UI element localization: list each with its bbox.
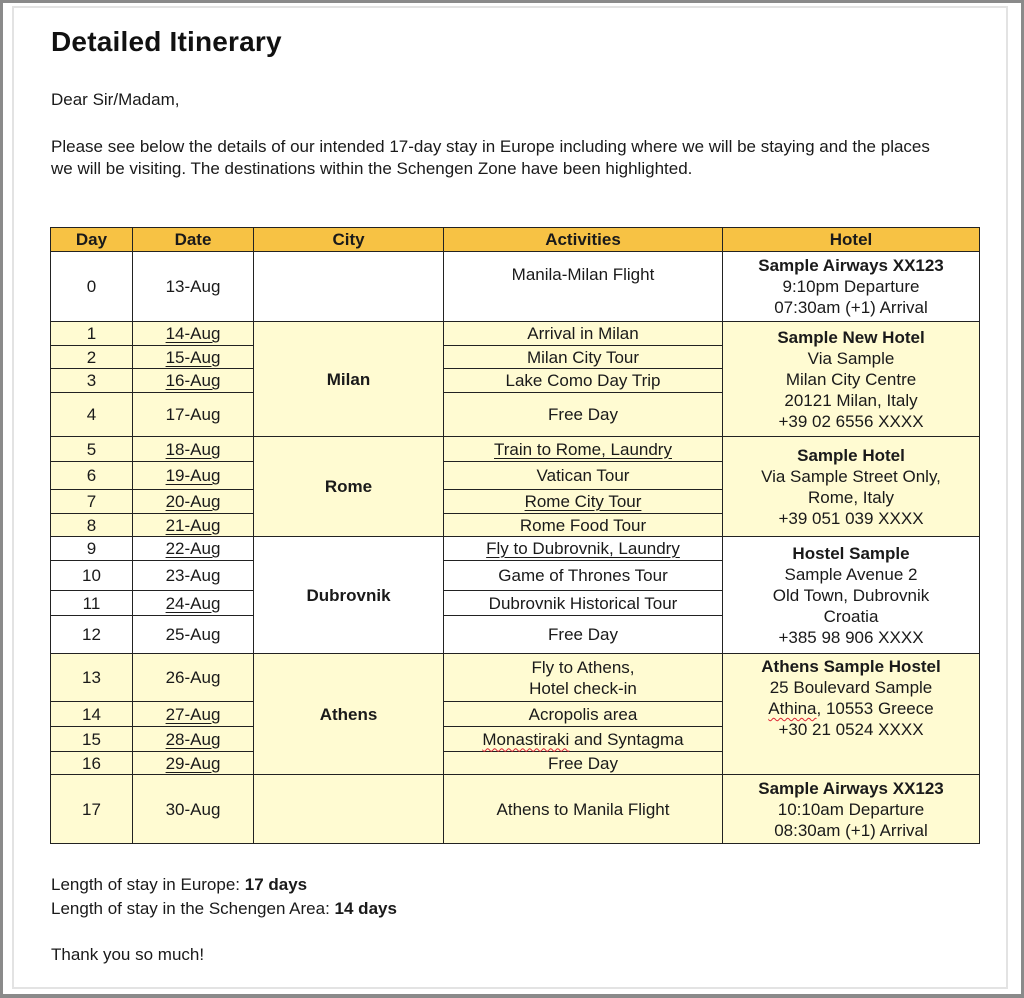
- day-cell: 14: [51, 702, 133, 727]
- day-cell: 0: [51, 252, 133, 322]
- date-cell: [133, 514, 254, 537]
- hotel-line: Via Sample Street Only,: [761, 466, 941, 486]
- hotel-line: +30 21 0524 XXXX: [778, 720, 924, 739]
- schengen-stay-value: 14 days: [334, 899, 397, 918]
- date-text: 15-Aug: [165, 347, 221, 367]
- activity-text: Fly to Dubrovnik, Laundry: [486, 539, 680, 558]
- table-row: [51, 252, 980, 322]
- table-header-row: [51, 228, 980, 252]
- table-row: [51, 322, 980, 346]
- city-cell-milan: Milan: [254, 322, 444, 437]
- date-cell: 30-Aug: [133, 775, 254, 844]
- date-text: 18-Aug: [165, 439, 221, 459]
- closing-line: Thank you so much!: [51, 945, 205, 964]
- day-cell: 4: [51, 393, 133, 437]
- day-cell: 11: [51, 591, 133, 616]
- hotel-line: 20121 Milan, Italy: [784, 390, 918, 410]
- header-activities: Activities: [444, 228, 723, 252]
- activity-cell: [444, 252, 723, 322]
- europe-stay-label: Length of stay in Europe:: [51, 875, 245, 894]
- date-cell: [133, 490, 254, 514]
- day-cell: 16: [51, 752, 133, 775]
- activity-cell: Game of Thrones Tour: [444, 561, 723, 591]
- activity-cell: Free Day: [444, 616, 723, 654]
- day-cell: 1: [51, 322, 133, 346]
- day-cell: 13: [51, 654, 133, 702]
- activity-cell: Vatican Tour: [444, 462, 723, 490]
- activity-cell: Rome Food Tour: [444, 514, 723, 537]
- activity-cell: Arrival in Milan: [444, 322, 723, 346]
- day-cell: 17: [51, 775, 133, 844]
- table-row: [51, 537, 980, 561]
- activity-cell: [444, 437, 723, 462]
- activity-cell: [444, 537, 723, 561]
- hotel-cell-dubrovnik: [723, 537, 980, 654]
- date-text: 20-Aug: [165, 492, 221, 511]
- city-cell-athens: Athens: [254, 654, 444, 775]
- hotel-cell-milan: [723, 322, 980, 437]
- hotel-name: Sample Airways XX123: [758, 778, 944, 798]
- activity-cell: [444, 490, 723, 514]
- hotel-line: Old Town, Dubrovnik: [772, 585, 930, 605]
- date-cell: [133, 702, 254, 727]
- hotel-name: Hostel Sample: [792, 543, 910, 563]
- activity-text: Manila-Milan Flight: [511, 265, 655, 284]
- hotel-line: +385 98 906 XXXX: [778, 627, 924, 647]
- day-cell: 7: [51, 490, 133, 514]
- activity-cell: Milan City Tour: [444, 346, 723, 369]
- hotel-cell-athens: [723, 654, 980, 775]
- city-cell: [254, 775, 444, 844]
- date-cell: 13-Aug: [133, 252, 254, 322]
- activity-text: Rome City Tour: [524, 492, 642, 511]
- hotel-line: Sample Avenue 2: [784, 564, 918, 584]
- activity-cell: Athens to Manila Flight: [444, 775, 723, 844]
- intro-paragraph: Please see below the details of our intended 17-day stay in Europe including where we will be staying and the places we will be visiting. The destinations within the Schengen Zone have been highlighted.: [51, 137, 930, 178]
- europe-stay-value: 17 days: [244, 875, 308, 894]
- date-cell: [133, 322, 254, 346]
- date-cell: [133, 437, 254, 462]
- schengen-stay-label: Length of stay in the Schengen Area:: [51, 899, 335, 918]
- hotel-line: 25 Boulevard Sample: [769, 678, 933, 697]
- hotel-line-rest: , 10553 Greece: [816, 699, 934, 718]
- date-cell: 17-Aug: [133, 393, 254, 437]
- activity-cell: Free Day: [444, 752, 723, 775]
- date-text: 27-Aug: [165, 704, 221, 724]
- city-cell-rome: Rome: [254, 437, 444, 537]
- table-row: [51, 654, 980, 702]
- hotel-name: Sample Hotel: [797, 445, 905, 465]
- day-cell: 12: [51, 616, 133, 654]
- date-text: 22-Aug: [165, 539, 221, 558]
- table-row: [51, 437, 980, 462]
- date-cell: [133, 537, 254, 561]
- day-cell: 10: [51, 561, 133, 591]
- table-row: [51, 775, 980, 844]
- activity-cell: Dubrovnik Historical Tour: [444, 591, 723, 616]
- hotel-line: Via Sample: [807, 348, 895, 368]
- day-cell: 15: [51, 727, 133, 752]
- hotel-name: Sample Airways XX123: [758, 256, 944, 275]
- activity-cell: Acropolis area: [444, 702, 723, 727]
- date-cell: 26-Aug: [133, 654, 254, 702]
- hotel-cell: [723, 252, 980, 322]
- hotel-line: 08:30am (+1) Arrival: [774, 820, 928, 840]
- date-cell: [133, 369, 254, 393]
- greeting: Dear Sir/Madam,: [51, 90, 180, 109]
- date-text: 19-Aug: [165, 466, 221, 485]
- hotel-line: +39 02 6556 XXXX: [778, 411, 924, 431]
- header-city: City: [254, 228, 444, 252]
- date-cell: [133, 462, 254, 490]
- hotel-line: 10:10am Departure: [777, 799, 925, 819]
- europe-stay-line: [51, 875, 307, 895]
- day-cell: 8: [51, 514, 133, 537]
- hotel-line: Milan City Centre: [785, 369, 917, 389]
- date-text: 28-Aug: [165, 729, 221, 749]
- date-cell: 23-Aug: [133, 561, 254, 591]
- city-cell-dubrovnik: Dubrovnik: [254, 537, 444, 654]
- schengen-stay-line: [51, 899, 397, 919]
- hotel-line: +39 051 039 XXXX: [778, 508, 924, 528]
- spellcheck-word: Monastiraki: [482, 729, 570, 749]
- header-hotel: Hotel: [723, 228, 980, 252]
- date-cell: [133, 752, 254, 775]
- activity-cell: [444, 654, 723, 702]
- date-cell: 25-Aug: [133, 616, 254, 654]
- activity-cell: Lake Como Day Trip: [444, 369, 723, 393]
- hotel-line: Croatia: [823, 606, 879, 626]
- date-cell: [133, 727, 254, 752]
- day-cell: 9: [51, 537, 133, 561]
- date-text: 24-Aug: [165, 593, 221, 613]
- header-day: Day: [51, 228, 133, 252]
- hotel-cell-rome: [723, 437, 980, 537]
- day-cell: 5: [51, 437, 133, 462]
- activity-cell: [444, 727, 723, 752]
- hotel-line: Rome, Italy: [808, 487, 894, 507]
- date-cell: [133, 591, 254, 616]
- itinerary-table: [50, 227, 980, 844]
- city-cell: [254, 252, 444, 322]
- activity-cell: Free Day: [444, 393, 723, 437]
- document-title: Detailed Itinerary: [51, 26, 282, 57]
- hotel-name: Athens Sample Hostel: [761, 657, 941, 676]
- hotel-name: Sample New Hotel: [777, 327, 925, 347]
- date-cell: [133, 346, 254, 369]
- activity-text-rest: and Syntagma: [569, 729, 684, 749]
- spellcheck-word: Athina: [768, 699, 817, 718]
- day-cell: 3: [51, 369, 133, 393]
- day-cell: 2: [51, 346, 133, 369]
- hotel-line: 9:10pm Departure: [782, 277, 920, 296]
- date-text: 16-Aug: [165, 371, 221, 390]
- hotel-line: 07:30am (+1) Arrival: [774, 298, 928, 317]
- header-date: Date: [133, 228, 254, 252]
- hotel-line: [723, 698, 979, 719]
- date-text: 21-Aug: [165, 515, 221, 535]
- activity-line: Hotel check-in: [529, 678, 637, 698]
- day-cell: 6: [51, 462, 133, 490]
- hotel-cell: [723, 775, 980, 844]
- date-text: 29-Aug: [165, 753, 221, 773]
- activity-text: Train to Rome, Laundry: [494, 439, 672, 459]
- activity-line: Fly to Athens,: [531, 657, 635, 677]
- date-text: 14-Aug: [165, 324, 221, 343]
